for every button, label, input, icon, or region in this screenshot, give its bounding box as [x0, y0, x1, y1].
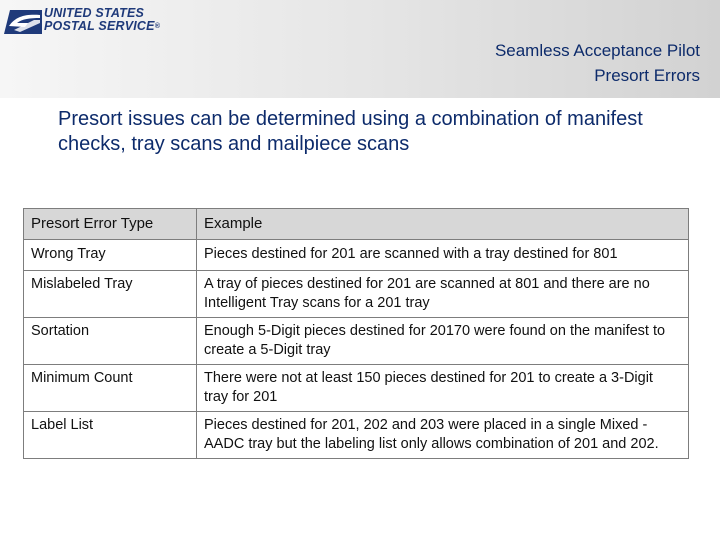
column-header-example: Example [197, 209, 689, 240]
example-cell: Pieces destined for 201 are scanned with a tray destined for 801 [197, 240, 689, 271]
slide-header [0, 0, 720, 98]
title-line-1: Seamless Acceptance Pilot [494, 41, 700, 60]
table-row [24, 240, 689, 271]
error-type-cell: Minimum Count [24, 365, 197, 412]
table-row [24, 365, 689, 412]
table-row [24, 412, 689, 459]
logo-line-2: POSTAL SERVICE [44, 19, 155, 33]
example-cell: There were not at least 150 pieces destined for 201 to create a 3-Digit tray for 201 [197, 365, 689, 412]
error-type-cell: Sortation [24, 318, 197, 365]
usps-logo [4, 6, 161, 36]
error-type-cell: Label List [24, 412, 197, 459]
usps-wordmark [44, 7, 160, 33]
error-type-cell: Mislabeled Tray [24, 271, 197, 318]
column-header-type: Presort Error Type [24, 209, 197, 240]
example-cell: A tray of pieces destined for 201 are scanned at 801 and there are no Intelligent Tray scans for a 201 tray [197, 271, 689, 318]
intro-text: Presort issues can be determined using a combination of manifest checks, tray scans and mailpiece scans [58, 108, 643, 155]
table-row [24, 318, 689, 365]
example-cell: Pieces destined for 201, 202 and 203 were placed in a single Mixed -AADC tray but the labeling list only allows combination of 201 and 202. [197, 412, 689, 459]
eagle-logo-icon [4, 6, 42, 34]
error-type-cell: Wrong Tray [24, 240, 197, 271]
table-row [24, 271, 689, 318]
slide-title [495, 38, 700, 88]
presort-error-table [23, 208, 689, 459]
title-line-2: Presort Errors [594, 66, 700, 85]
registered-mark: ® [154, 23, 161, 30]
logo-line-1: UNITED STATES [44, 6, 145, 20]
table-header-row [24, 209, 689, 240]
example-cell: Enough 5-Digit pieces destined for 20170 were found on the manifest to create a 5-Digit tray [197, 318, 689, 365]
